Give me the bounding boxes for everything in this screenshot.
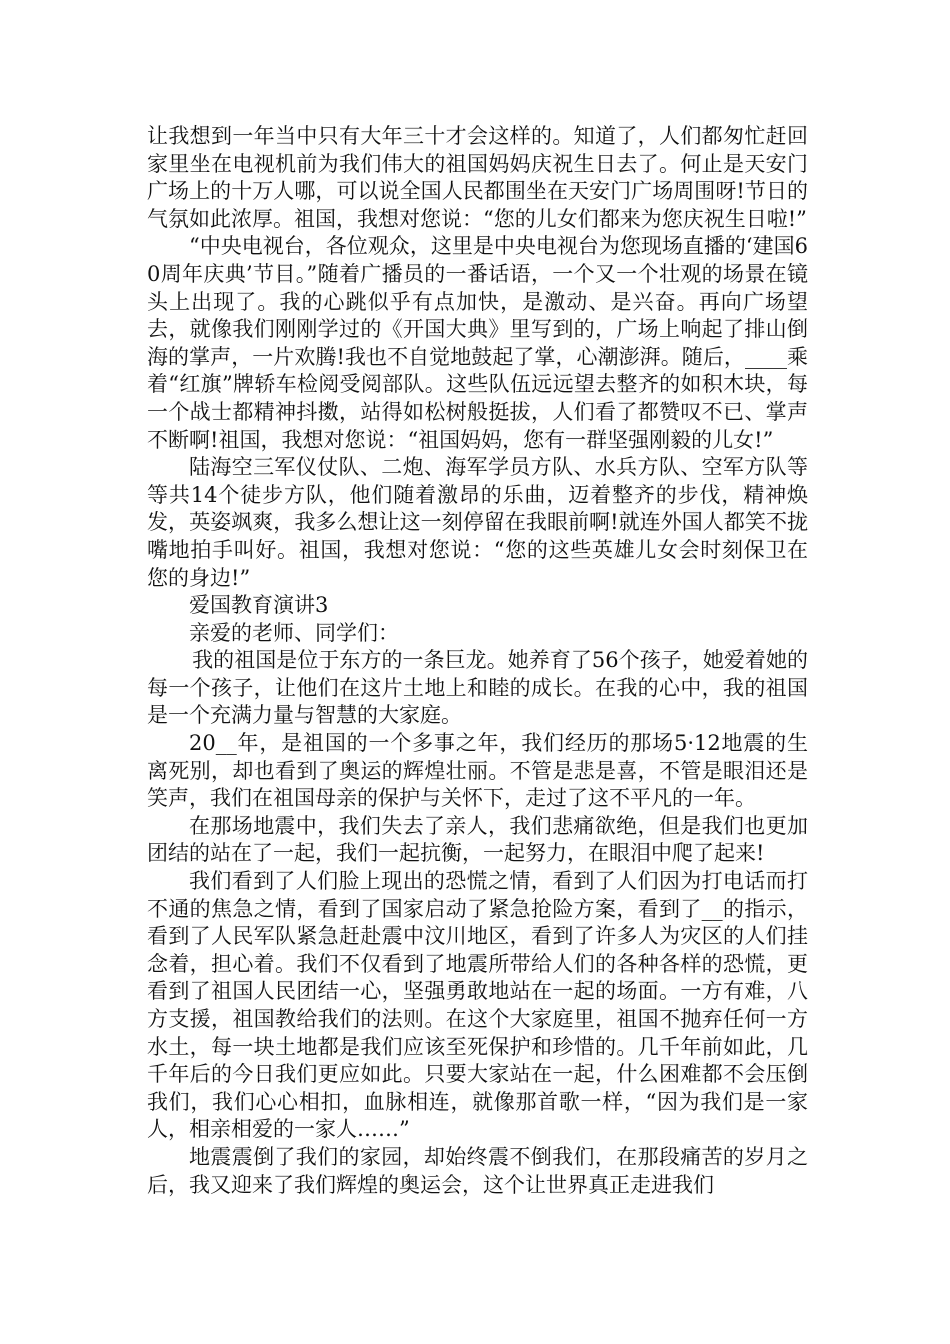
paragraph: 在那场地震中，我们失去了亲人，我们悲痛欲绝，但是我们也更加团结的站在了一起，我们一起抗衡，一起努力，在眼泪中爬了起来!: [147, 813, 808, 866]
paragraph: 陆海空三军仪仗队、二炮、海军学员方队、水兵方队、空军方队等等共14个徒步方队，他们随着激昂的乐曲，迈着整齐的步伐，精神焕发，英姿飒爽，我多么想让这一刻停留在我眼前啊!就连外国人都笑不拢嘴地拍手叫好。祖国，我想对您说：“您的这些英雄儿女会时刻保卫在您的身边!”: [147, 455, 808, 590]
paragraph: “中央电视台，各位观众，这里是中央电视台为您现场直播的‘建国60周年庆典’节目。”随着广播员的一番话语，一个又一个壮观的场景在镜头上出现了。我的心跳似乎有点加快，是激动、是兴奋。再向广场望去，就像我们刚刚学过的《开国大典》里写到的，广场上响起了排山倒海的掌声，一片欢腾!我也不自觉地鼓起了掌，心潮澎湃。随后，____乘着“红旗”牌轿车检阅受阅部队。这些队伍远远望去整齐的如积木块，每一个战士都精神抖擞，站得如松树般挺拔，人们看了都赞叹不已、掌声不断啊!祖国，我想对您说：“祖国妈妈，您有一群坚强刚毅的儿女!”: [147, 234, 808, 452]
paragraph: 20__年，是祖国的一个多事之年，我们经历的那场5·12地震的生离死别，却也看到了奥运的辉煌壮丽。不管是悲是喜，不管是眼泪还是笑声，我们在祖国母亲的保护与关怀下，走过了这不平凡的一年。: [147, 731, 808, 811]
section-heading: 爱国教育演讲3: [189, 593, 329, 618]
paragraph: 我的祖国是位于东方的一条巨龙。她养育了56个孩子，她爱着她的每一个孩子，让他们在这片土地上和睦的成长。在我的心中，我的祖国是一个充满力量与智慧的大家庭。: [147, 648, 808, 728]
paragraph: 我们看到了人们脸上现出的恐慌之情，看到了人们因为打电话而打不通的焦急之情，看到了国家启动了紧急抢险方案，看到了__的指示，看到了人民军队紧急赶赴震中汶川地区，看到了许多人为灾区的人们挂念着，担心着。我们不仅看到了地震所带给人们的各种各样的恐慌，更看到了祖国人民团结一心，坚强勇敢地站在一起的场面。一方有难，八方支援，祖国教给我们的法则。在这个大家庭里，祖国不抛弃任何一方水土，每一块土地都是我们应该至死保护和珍惜的。几千年前如此，几千年后的今日我们更应如此。只要大家站在一起，什么困难都不会压倒我们，我们心心相扣，血脉相连，就像那首歌一样，“因为我们是一家人，相亲相爱的一家人……”: [147, 869, 808, 1142]
document-body: [147, 123, 808, 1199]
paragraph: 让我想到一年当中只有大年三十才会这样的。知道了，人们都匆忙赶回家里坐在电视机前为我们伟大的祖国妈妈庆祝生日去了。何止是天安门广场上的十万人哪，可以说全国人民都围坐在天安门广场周围呀!节日的气氛如此浓厚。祖国，我想对您说：“您的儿女们都来为您庆祝生日啦!”: [147, 124, 808, 231]
paragraph: 地震震倒了我们的家园，却始终震不倒我们，在那段痛苦的岁月之后，我又迎来了我们辉煌的奥运会，这个让世界真正走进我们: [147, 1144, 808, 1197]
salutation: 亲爱的老师、同学们：: [189, 620, 399, 645]
